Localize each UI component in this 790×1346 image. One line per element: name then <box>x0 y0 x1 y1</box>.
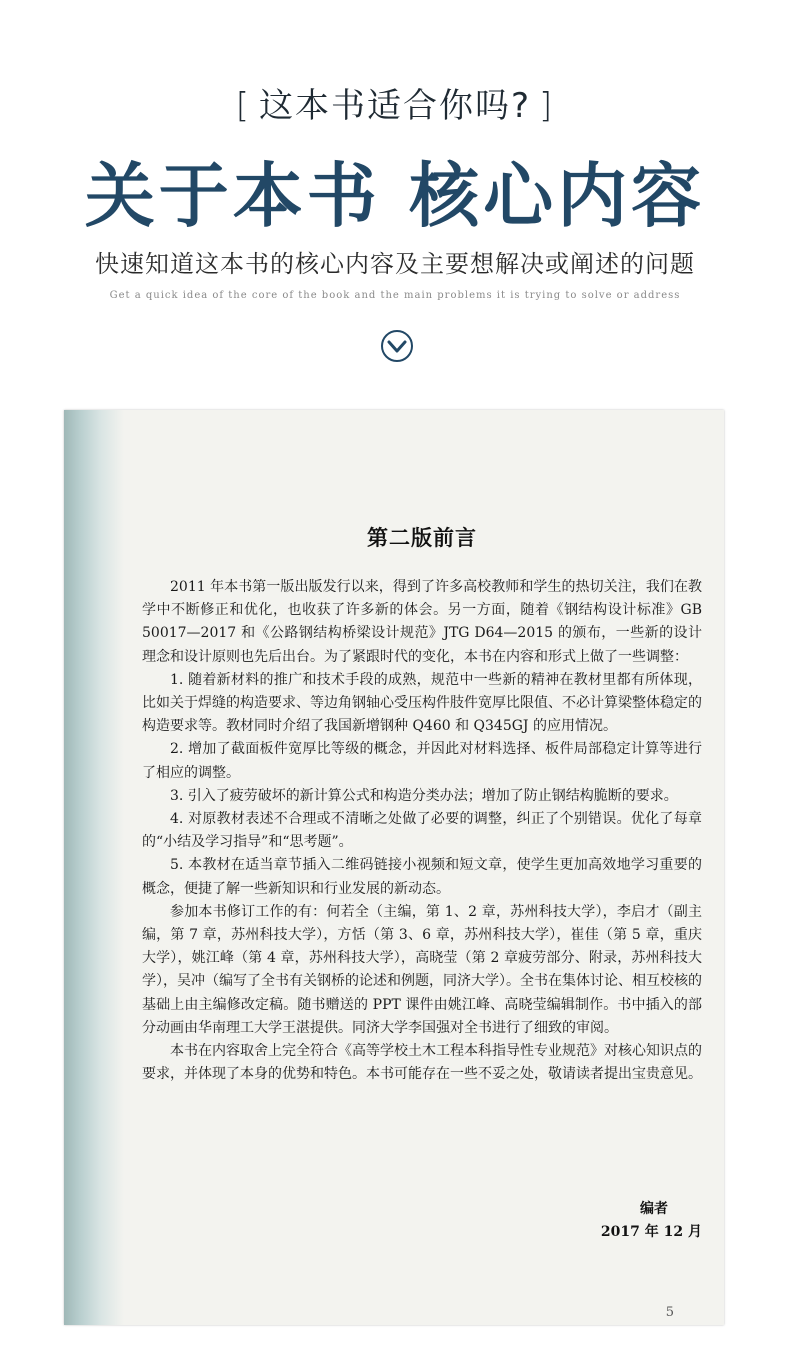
page-content <box>142 410 702 1325</box>
promo-header <box>0 0 790 400</box>
paragraph: 本书在内容取舍上完全符合《高等学校土木工程本科指导性专业规范》对核心知识点的要求，并体现了本身的优势和特色。本书可能存在一些不妥之处，敬请读者提出宝贵意见。 <box>142 1043 702 1083</box>
section-title: 关于本书 核心内容 <box>84 154 706 237</box>
paragraph: 4. 对原教材表述不合理或不清晰之处做了必要的调整，纠正了个别错误。优化了每章的“小结及学习指导”和“思考题”。 <box>142 811 702 851</box>
kicker-text: 这本书适合你吗? <box>258 86 532 126</box>
kicker-close-bracket: ] <box>539 86 555 126</box>
page-number: 5 <box>665 1305 674 1320</box>
paragraph: 2. 增加了截面板件宽厚比等级的概念，并因此对材料选择、板件局部稳定计算等进行了相应的调整。 <box>142 741 702 781</box>
page-body <box>142 576 702 1086</box>
section-subtitle: 快速知道这本书的核心内容及主要想解决或阐述的问题 <box>95 250 695 278</box>
section-kicker <box>0 78 790 127</box>
paragraph: 2011 年本书第一版出版发行以来，得到了许多高校教师和学生的热切关注，我们在教学中不断修正和优化，也收获了许多新的体会。另一方面，随着《钢结构设计标准》GB 50017—2017 和《公路钢结构桥梁设计规范》JTG D64—2015 的颁布，一些新的设计理念和设计原则也先后出台。为了紧跟时代的变化，本书在内容和形式上做了一些调整： <box>142 579 702 665</box>
paragraph: 1. 随着新材料的推广和技术手段的成熟，规范中一些新的精神在教材里都有所体现，比如关于焊缝的构造要求、等边角钢轴心受压构件肢件宽厚比限值、不必计算梁整体稳定的构造要求等。教材同时介绍了我国新增钢种 Q460 和 Q345GJ 的应用情况。 <box>142 671 702 735</box>
signoff-date: 2017 年 12 月 <box>600 1224 702 1240</box>
circle-chevron-down-icon <box>380 329 414 363</box>
page-heading: 第二版前言 <box>367 525 477 550</box>
kicker-open-bracket: [ <box>235 86 251 126</box>
signoff-editor: 编者 <box>640 1201 668 1217</box>
book-page-photo <box>64 410 724 1325</box>
paragraph: 3. 引入了疲劳破坏的新计算公式和构造分类办法；增加了防止钢结构脆断的要求。 <box>170 787 678 804</box>
section-subtitle-english: Get a quick idea of the core of the book and the main problems it is trying to solve or address <box>109 290 681 301</box>
signoff <box>542 1198 702 1244</box>
page-binding-shadow <box>64 410 124 1325</box>
paragraph: 参加本书修订工作的有：何若全（主编，第 1、2 章，苏州科技大学），李启才（副主编，第 7 章，苏州科技大学），方恬（第 3、6 章，苏州科技大学），崔佳（第 5 章，重庆大学），姚江峰（第 4 章，苏州科技大学），高晓莹（第 2 章疲劳部分、附录，苏州科技大学），吴冲（编写了全书有关钢桥的论述和例题，同济大学）。全书在集体讨论、相互校核的基础上由主编修改定稿。随书赠送的 PPT 课件由姚江峰、高晓莹编辑制作。书中插入的部分动画由华南理工大学王湛提供。同济大学李国强对全书进行了细致的审阅。 <box>142 903 702 1036</box>
paragraph: 5. 本教材在适当章节插入二维码链接小视频和短文章，使学生更加高效地学习重要的概念，便捷了解一些新知识和行业发展的新动态。 <box>142 857 702 897</box>
